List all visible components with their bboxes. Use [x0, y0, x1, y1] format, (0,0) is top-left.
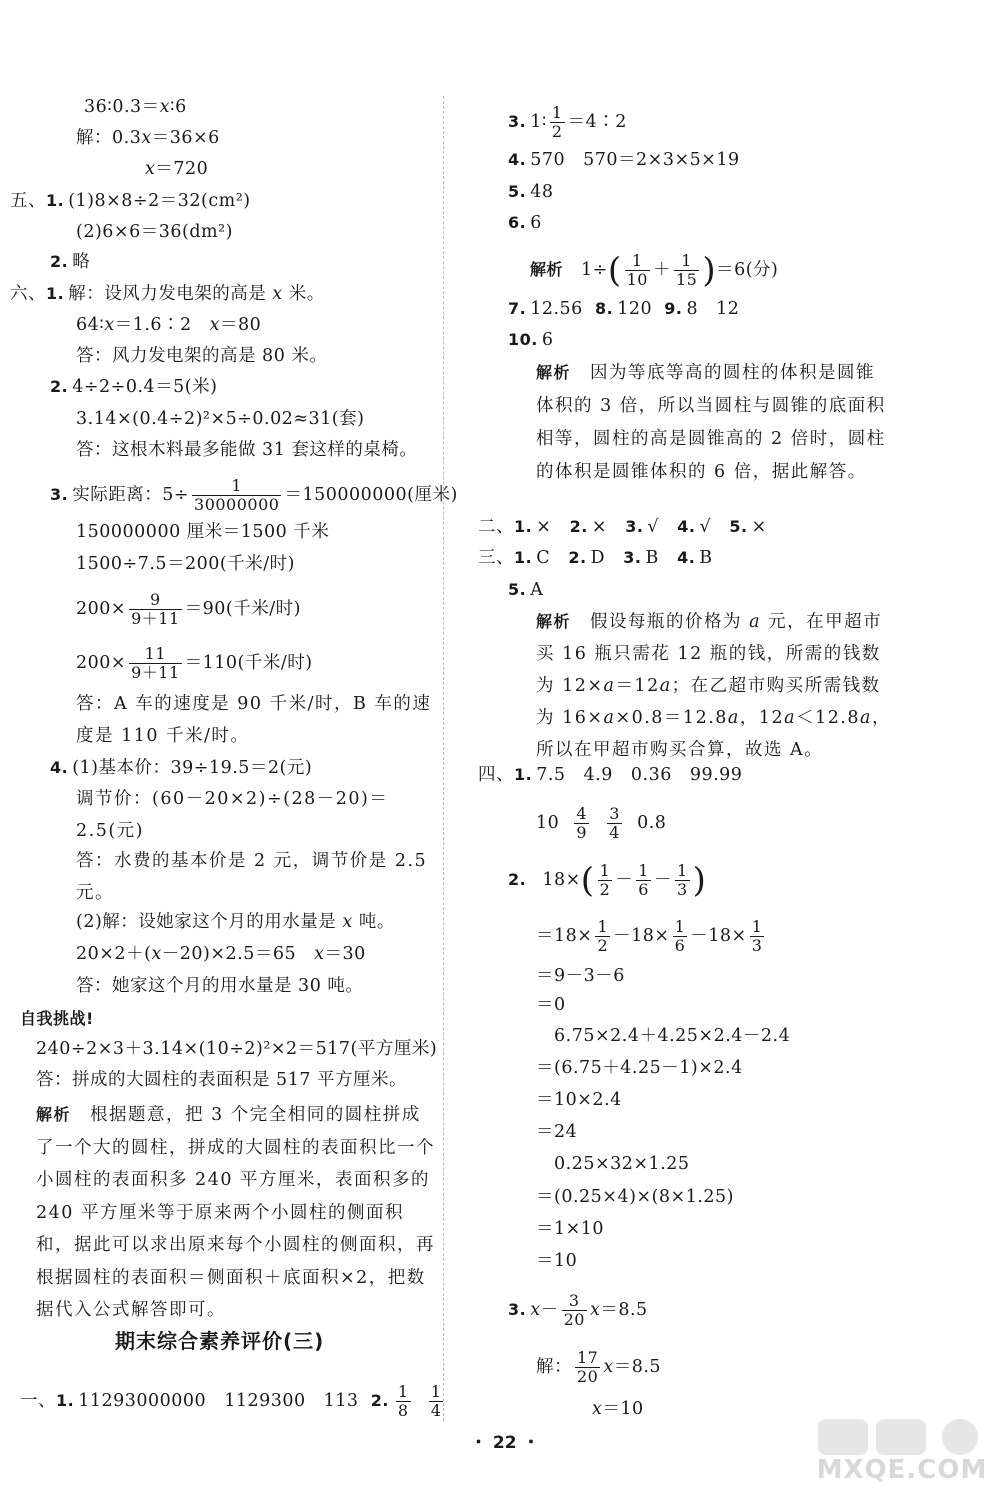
section-4-q2l: ＝10 [536, 1251, 578, 1271]
section-6-q3b: 150000000 厘米＝1500 千米 [76, 522, 330, 542]
fraction: $\frac{1}{2}$ [597, 917, 609, 955]
section-4-q2c: ＝9－3－6 [536, 966, 625, 986]
fraction: $\frac{1}{30000000}$ [194, 476, 280, 514]
fraction: $\frac{3}{4}$ [609, 804, 620, 842]
section-6-q3e: 200× $\frac{11}{9+11}$ ＝110(千米/时) [76, 644, 313, 682]
section-6-q3: 3. 实际距离：5÷ $\frac{1}{30000000}$ ＝150000000(厘米) [50, 476, 458, 514]
fraction: $\frac{17}{20}$ [577, 1348, 599, 1386]
section-4-q1: 四、1. 7.5 4.9 0.36 99.99 [478, 765, 743, 785]
section-4-q2h: ＝24 [536, 1122, 578, 1142]
fraction: $\frac{1}{2}$ [551, 103, 563, 141]
section-4-q2j: ＝(0.25×4)×(8×1.25) [536, 1187, 734, 1207]
section-6-q4: 4. (1)基本价：39÷19.5＝2(元) [50, 758, 313, 778]
part-1-line: 一、1. 11293000000 1129300 113 2. $\frac{1}{8}$ $\frac{1}{4}$ [20, 1382, 442, 1420]
fraction: $\frac{9}{9+11}$ [131, 590, 180, 628]
right-q4: 4. 570 570＝2×3×5×19 [508, 150, 740, 170]
section-4-q1b: 10 $\frac{4}{9}$ $\frac{3}{4}$ 0.8 [536, 804, 667, 842]
section-4-q3b: 解： $\frac{17}{20}$ x＝8.5 [536, 1348, 662, 1386]
section-4-q3c: x＝10 [592, 1399, 644, 1419]
section-5-q1b: (2)6×6＝36(dm²) [76, 222, 233, 242]
section-4-q2d: ＝0 [536, 995, 566, 1015]
section-6-q4d: (2)解：设她家这个月的用水量是 x 吨。 [76, 912, 395, 932]
section-6-q3f: 答：A 车的速度是 90 千米/时，B 车的速度是 110 千米/时。 [76, 694, 432, 746]
section-6-q3d: 200× $\frac{9}{9+11}$ ＝90(千米/时) [76, 590, 301, 628]
section-3-answers: 三、1. C 2. D 3. B 4. B [478, 548, 713, 568]
watermark-icon [812, 1415, 992, 1459]
section-4-q2: 2. 18×( $\frac{1}{2}$ － $\frac{1}{6}$ － $\frac{1}{3}$ ) [508, 860, 707, 901]
right-q6-analysis: 解析 1÷( $\frac{1}{10}$ ＋ $\frac{1}{15}$ )＝6(分) [530, 250, 779, 291]
right-q3: 3. 1∶ $\frac{1}{2}$ ＝4∶2 [508, 103, 627, 141]
self-challenge-formula: 240÷2×3＋3.14×(10÷2)²×2＝517(平方厘米) [36, 1039, 438, 1059]
section-6-q2b: 3.14×(0.4÷2)²×5÷0.02≈31(套) [76, 409, 365, 429]
section-5-q1: 五、1. (1)8×8÷2＝32(cm²) [10, 191, 251, 211]
section-4-q2g: ＝10×2.4 [536, 1090, 622, 1110]
fraction: $\frac{11}{9+11}$ [131, 644, 180, 682]
section-6-q1c: 答：风力发电架的高是 80 米。 [76, 346, 328, 366]
right-q6: 6. 6 [508, 213, 542, 233]
right-q10-analysis: 解析 因为等底等高的圆柱的体积是圆锥体积的 3 倍，所以当圆柱与圆锥的底面积相等，圆柱的高是圆锥高的 2 倍时，圆柱的体积是圆锥体积的 6 倍，据此解答。 [536, 363, 886, 482]
left-line-result: x＝720 [145, 159, 209, 179]
fraction: $\frac{1}{4}$ [430, 1382, 442, 1420]
section-6-q4b: 调节价：(60－20×2)÷(28－20)＝2.5(元) [76, 789, 389, 841]
watermark-logo [812, 1415, 992, 1495]
right-q10: 10. 6 [508, 330, 554, 350]
section-4-q2k: ＝1×10 [536, 1219, 605, 1239]
self-challenge-heading: 自我挑战! [20, 1009, 94, 1028]
left-line-ratio: 36∶0.3＝x∶6 [84, 97, 187, 117]
section-6-q2c: 答：这根木料最多能做 31 套这样的桌椅。 [76, 440, 418, 460]
fraction: $\frac{1}{3}$ [676, 861, 688, 899]
self-challenge-analysis: 解析 根据题意，把 3 个完全相同的圆柱拼成了一个大的圆柱，拼成的大圆柱的表面积比一个小圆柱的表面积多 240 平方厘米，表面积多的 240 平方厘米等于原来两个小圆柱的侧面积和，据此可以求出原来每个小圆柱的侧面积，再根据圆柱的表面积＝侧面积＋底面积×2，把数据代入公式解答即可。 [36, 1105, 435, 1320]
watermark-text: MXQE.COM [816, 1455, 988, 1485]
page-number: ・ 22 ・ [470, 1433, 540, 1453]
section-4-q2b: ＝18× $\frac{1}{2}$ －18× $\frac{1}{6}$ －18× $\frac{1}{3}$ [536, 917, 763, 955]
section-title: 期末综合素养评价(三) [115, 1329, 325, 1353]
fraction: $\frac{3}{20}$ [563, 1291, 585, 1329]
section-4-q3: 3. x－ $\frac{3}{20}$ x＝8.5 [508, 1291, 648, 1329]
section-2-answers: 二、1. × 2. × 3. √ 4. √ 5. × [478, 517, 767, 537]
section-3-analysis: 解析 假设每瓶的价格为 a 元，在甲超市买 16 瓶只需花 12 瓶的钱，所需的钱数为 12×a＝12a；在乙超市购买所需钱数为 16×a×0.8＝12.8a，12a＜12.8a，所以在甲超市购买合算，故选 A。 [536, 612, 891, 760]
section-6-q3c: 1500÷7.5＝200(千米/时) [76, 554, 295, 574]
fraction: $\frac{1}{6}$ [638, 861, 649, 899]
right-q7-9: 7. 12.56 8. 120 9. 8 12 [508, 299, 740, 319]
fraction: $\frac{1}{6}$ [674, 917, 686, 955]
column-divider [443, 96, 444, 1421]
section-6-q2: 2. 4÷2÷0.4＝5(米) [50, 377, 218, 397]
section-6-q1: 六、1. 解：设风力发电架的高是 x 米。 [10, 284, 325, 304]
section-6-q1b: 64∶x＝1.6∶2 x＝80 [76, 315, 262, 335]
left-line-solve: 解：0.3x＝36×6 [76, 128, 220, 148]
section-6-q4c: 答：水费的基本价是 2 元，调节价是 2.5 元。 [76, 851, 428, 903]
fraction: $\frac{1}{15}$ [675, 251, 698, 289]
section-6-q4e: 20×2＋(x－20)×2.5＝65 x＝30 [76, 944, 366, 964]
section-4-q2i: 0.25×32×1.25 [554, 1154, 690, 1174]
fraction: $\frac{1}{8}$ [397, 1382, 409, 1420]
section-3-q5: 5. A [508, 580, 544, 600]
fraction: $\frac{4}{9}$ [576, 804, 588, 842]
right-q5: 5. 48 [508, 182, 554, 202]
section-4-q2f: ＝(6.75＋4.25－1)×2.4 [536, 1058, 743, 1078]
section-6-q4f: 答：她家这个月的用水量是 30 吨。 [76, 976, 364, 996]
fraction: $\frac{1}{2}$ [599, 861, 611, 899]
fraction: $\frac{1}{3}$ [751, 917, 763, 955]
self-challenge-answer: 答：拼成的大圆柱的表面积是 517 平方厘米。 [36, 1070, 408, 1090]
fraction: $\frac{1}{10}$ [626, 251, 648, 289]
section-5-q2: 2. 略 [50, 252, 91, 272]
section-4-q2e: 6.75×2.4＋4.25×2.4－2.4 [554, 1026, 791, 1046]
